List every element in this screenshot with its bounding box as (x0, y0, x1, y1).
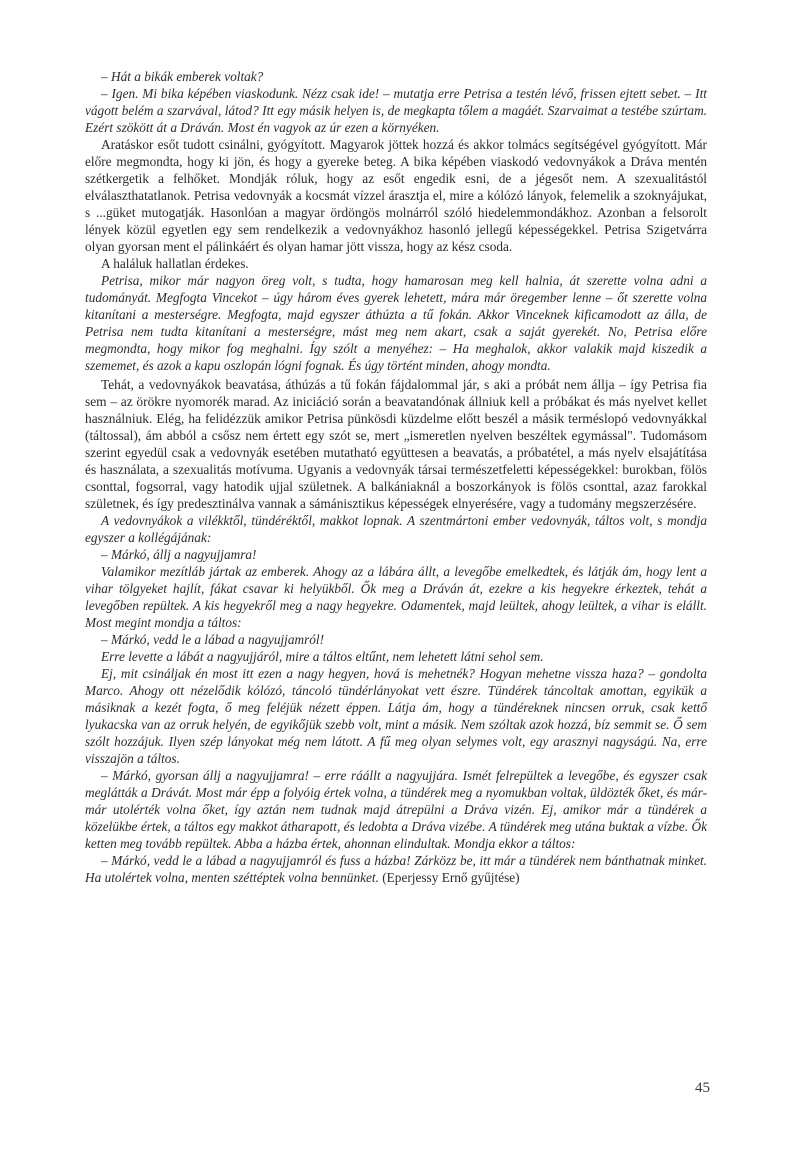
source-citation: (Eperjessy Ernő gyűjtése) (378, 870, 520, 885)
paragraph-2: – Igen. Mi bika képében viaskodunk. Nézz csak ide! – mutatja erre Petrisa a testén lévő, frissen ejtett sebet. – Itt vágott belém a szarvával, látod? Itt egy másik helyen is, de megkapta tőlem a magáét. Szarvaimat a testébe szúrtam. Ezért szökött át a Dráván. Most én vagyok az úr ezen a környéken. (85, 86, 707, 135)
paragraph-7: A vedovnyákok a vilékktől, tündéréktől, makkot lopnak. A szentmártoni ember vedovnyák, táltos volt, s mondja egyszer a kollégájának: (85, 513, 707, 545)
paragraph-5: Petrisa, mikor már nagyon öreg volt, s tudta, hogy hamarosan meg kell halnia, át szerette volna adni a tudományát. Megfogta Vincekot – úgy három éves gyerek lehetett, mára már öregember lenne – őt szerette volna kitanítani a mesterségre. Megfogta, majd egyszer áthúzta a tű fokán. Akkor Vinceknek kificamodott az álla, de Petrisa nem tudta kitanítani a mesterségre, mást meg nem akart, csak a saját gyerekét. No, Petrisa előre megmondta, hogy mikor fog meghalni. Így szólt a menyéhez: – Ha meghalok, akkor valakik majd kiszedik a szememet, és azok a kapu oszlopán lógni fognak. És úgy történt minden, ahogy mondta. (85, 273, 707, 373)
paragraph-4: A haláluk hallatlan érdekes. (101, 256, 249, 271)
paragraph-13: – Márkó, gyorsan állj a nagyujjamra! – erre ráállt a nagyujjára. Ismét felrepültek a levegőbe, és egyszer csak meglátták a Drávát. Most már épp a folyóig értek volna, a tündérek meg a nyomukban voltak, üldözték őket, és már-már utolérték volna őket, így aztán nem tudnak majd átrepülni a Dráva vizén. Ej, amikor már a tündérek a közelükbe értek, a táltos egy makkot átharapott, és ledobta a Dráva vizébe. A tündérek meg utána buktak a vízbe. Ők ketten meg tovább repültek. Abba a házba értek, ahonnan elindultak. Mondja ekkor a táltos: (85, 768, 707, 851)
paragraph-3: Aratáskor esőt tudott csinálni, gyógyított. Magyarok jöttek hozzá és akkor tolmács segítségével gyógyított. Már előre megmondta, hogy ki jön, és hogy a gyereke beteg. A bika képében viaskodó vedovnyákok a Dráva mentén szétkergetik a felhőket. Mondják róluk, hogy az esőt engedik esni, de a jégesőt nem. A szexualitástól elválaszthatatlanok. Petrisa vedovnyák a kocsmát vízzel árasztja el, mire a kólózó lányok, felemelik a szoknyájukat, s ...güket mutogatják. Hasonlóan a magyar ördöngös molnárról szóló hiedelemmondákhoz. Azonban a felsorolt lények közül egyetlen egy sem rendelkezik a vedovnyákhoz hasonló jellegű képességekkel. Petrisa Szigetvárra olyan gyorsan ment el pálinkáért és olyan hamar jött vissza, hogy az kész csoda. (85, 137, 707, 254)
page-number: 45 (695, 1080, 710, 1096)
paragraph-12: Ej, mit csináljak én most itt ezen a nagy hegyen, hová is mehetnék? Hogyan mehetne vissza haza? – gondolta Marco. Ahogy ott nézelődik kólózó, táncoló tündérlányokat vett észre. Tündérek táncoltak amottan, egyikük a másiknak a kezét fogta, ő meg feléjük nézett éppen. Látja ám, hogy a tündéreknek nincsen orruk, csak kettő lyukacska van az orruk helyén, de egyikőjük szebb volt, mint a másik. Nem szóltak azok hozzá, bíz semmit se. Ő sem szólt hozzájuk. Ilyen szép lányokat még nem látott. A fű meg olyan selymes volt, egy arasznyi nagyságú. Na, erre visszajön a táltos. (85, 666, 707, 766)
paragraph-11: Erre levette a lábát a nagyujjáról, mire a táltos eltűnt, nem lehetett látni sehol sem. (101, 649, 544, 664)
paragraph-6: Tehát, a vedovnyákok beavatása, áthúzás a tű fokán fájdalommal jár, s aki a próbát nem állja – így Petrisa fia sem – az örökre nyomorék marad. Az iniciáció során a beavatandónak állniuk kell a próbákat és más nyelvet kellet használniuk. Elég, ha felidézzük amikor Petrisa pünkösdi küzdelme előtt beszél a másik terméslopó vedovnyákkal (táltossal), ám abból a csősz nem értett egy szót se, mert „ismeretlen nyelven beszéltek egymással". Tudomásom szerint egyedül csak a vedovnyák esetében mutatható együttesen a beavatás, a próbatétel, a más nyelv elsajátítása és használata, a szexualitás motívuma. Ugyanis a vedovnyák társai természetfeletti képességekkel: burokban, fölös csonttal, fogsorral, vagy hatodik ujjal születnek. A balkániaknál a boszorkányok is fölös csonttal, azaz farokkal születnek, és így predesztinálva vannak a sámánisztikus képességek elnyerésére, vagy a tudomány megszerzésére. (85, 377, 707, 511)
paragraph-8: – Márkó, állj a nagyujjamra! (101, 547, 257, 562)
paragraph-9: Valamikor mezítláb jártak az emberek. Ahogy az a lábára állt, a levegőbe emelkedtek, és látják ám, hogy lent a vihar tölgyeket hajlít, fákat csavar ki helyükből. Ők meg a Dráván át, ezekre a kis hegyekre érkeztek, tehát a levegőben repültek. A kis hegyekről meg a nagy hegyekre. Odamentek, majd leültek, ahogy leültek, a vihar is elállt. Most megint mondja a táltos: (85, 564, 707, 630)
paragraph-1: – Hát a bikák emberek voltak? (101, 69, 264, 84)
paragraph-14 (85, 852, 707, 886)
paragraph-10: – Márkó, vedd le a lábad a nagyujjamról! (101, 632, 325, 647)
document-page (85, 68, 707, 886)
paragraph-14-quote: – Márkó, vedd le a lábad a nagyujjamról és fuss a házba! Zárközz be, itt már a tündérek nem bánthatnak minket. Ha utolértek volna, menten széttéptek volna bennünket. (85, 853, 707, 885)
